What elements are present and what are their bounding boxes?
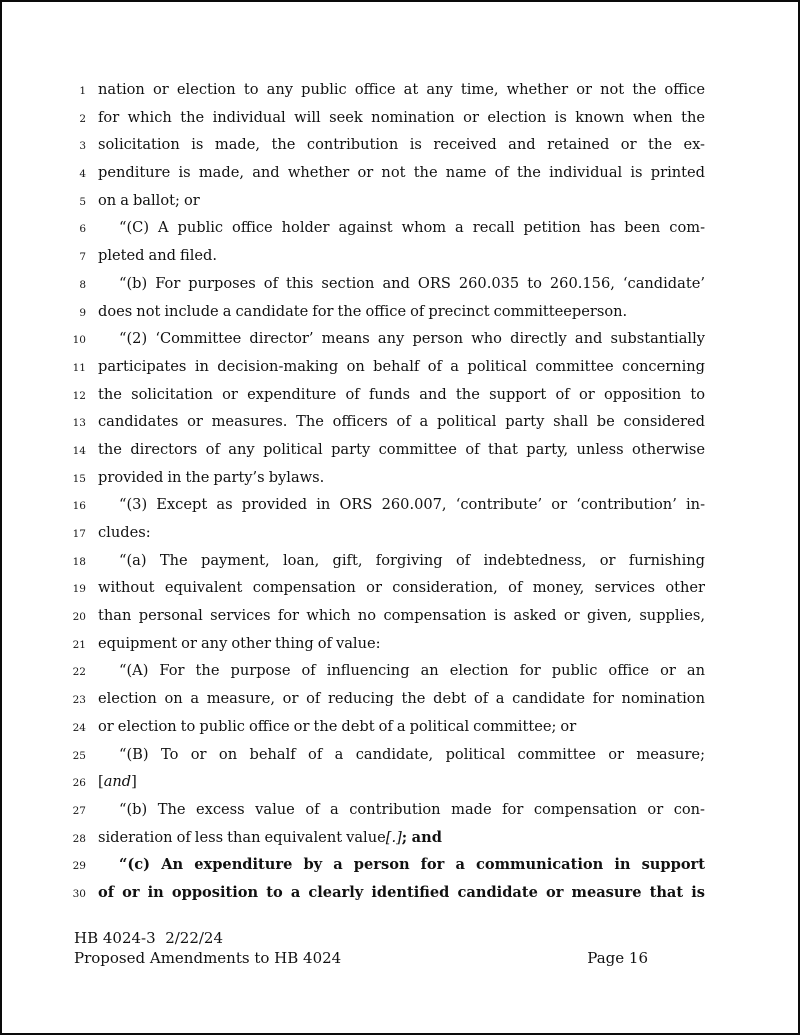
- line-text: [98, 824, 705, 852]
- document-line: [62, 325, 705, 353]
- line-text-segment: equipment or any other thing of value:: [98, 634, 381, 652]
- line-number: 17: [72, 528, 86, 540]
- document-line: [62, 159, 705, 187]
- line-text-segment: solicitation is made, the contribution is received and retained or the ex-: [98, 136, 705, 154]
- line-text: [98, 298, 705, 326]
- line-text-segment: “(c) An expenditure by a person for a communication in support: [119, 856, 705, 874]
- line-text-segment: of or in opposition to a clearly identified candidate or measure that is: [98, 883, 705, 901]
- line-text-segment: on a ballot; or: [98, 191, 200, 209]
- line-number: 23: [72, 694, 86, 707]
- line-text-segment: “(A) For the purpose of influencing an election for public office or an: [119, 662, 705, 680]
- footer-second-line: [74, 948, 648, 968]
- line-text: [98, 547, 705, 575]
- document-line: [62, 796, 705, 824]
- line-text: [98, 325, 705, 353]
- document-body: [62, 76, 705, 907]
- line-text-segment: and: [103, 773, 132, 791]
- line-number: 25: [72, 749, 86, 762]
- line-text-segment: “(3) Except as provided in ORS 260.007, ‘contribute’ or ‘contribution’ in-: [119, 496, 705, 514]
- document-line: [62, 602, 705, 630]
- line-number: 5: [79, 195, 86, 208]
- line-text: [98, 851, 705, 879]
- line-number: 12: [72, 389, 86, 402]
- line-text-segment: the solicitation or expenditure of funds and the support of or opposition to: [98, 385, 705, 403]
- line-text: [98, 214, 705, 242]
- line-number: 27: [72, 804, 86, 817]
- line-text-segment: for which the individual will seek nomination or election is known when the: [98, 108, 705, 126]
- page-number: Page 16: [587, 949, 648, 967]
- document-line: [62, 824, 705, 852]
- document-line: [62, 408, 705, 436]
- document-line: [62, 574, 705, 602]
- amendments-title: Proposed Amendments to HB 4024: [74, 949, 342, 967]
- line-number: 14: [72, 444, 86, 457]
- line-text: [98, 76, 705, 104]
- line-text-segment: [.]: [385, 828, 402, 846]
- line-text-segment: does not include a candidate for the office of precinct committeeperson.: [98, 302, 628, 320]
- line-text: [98, 131, 705, 159]
- line-number: 7: [79, 251, 86, 264]
- line-text-segment: or election to public office or the debt of a political committee; or: [98, 717, 577, 735]
- line-text: [98, 630, 705, 658]
- document-line: [62, 214, 705, 242]
- line-text: [98, 768, 705, 796]
- line-text: [98, 602, 705, 630]
- line-text: [98, 242, 705, 270]
- line-text: [98, 464, 705, 492]
- line-number: 26: [72, 777, 86, 790]
- line-text: [98, 353, 705, 381]
- line-number: 10: [72, 334, 86, 347]
- line-number: 24: [72, 721, 86, 734]
- line-number: 20: [72, 611, 86, 624]
- line-text: [98, 713, 705, 741]
- line-number: 3: [79, 140, 86, 153]
- document-line: [62, 298, 705, 326]
- line-text-segment: pleted and filed.: [98, 247, 218, 265]
- document-line: [62, 713, 705, 741]
- document-line: [62, 436, 705, 464]
- bill-version-label: HB 4024-3 2/22/24: [74, 929, 224, 947]
- line-text-segment: “(2) ‘Committee director’ means any person who directly and substantially: [119, 330, 705, 348]
- document-line: [62, 353, 705, 381]
- document-line: [62, 76, 705, 104]
- line-number: 28: [72, 832, 86, 845]
- document-line: [62, 491, 705, 519]
- line-number: 9: [79, 306, 86, 319]
- line-number: 6: [79, 223, 86, 236]
- line-text-segment: “(b) The excess value of a contribution made for compensation or con-: [119, 800, 705, 818]
- line-text: [98, 104, 705, 132]
- line-number: 13: [72, 417, 86, 430]
- document-line: [62, 381, 705, 409]
- document-line: [62, 685, 705, 713]
- line-text: [98, 741, 705, 769]
- document-line: [62, 464, 705, 492]
- document-line: [62, 270, 705, 298]
- line-text-segment: candidates or measures. The officers of a political party shall be considered: [98, 413, 705, 431]
- line-text-segment: cludes:: [98, 524, 151, 541]
- document-line: [62, 519, 705, 547]
- document-line: [62, 657, 705, 685]
- line-number: 19: [72, 583, 86, 596]
- line-text-segment: election on a measure, or of reducing the debt of a candidate for nomination: [98, 690, 705, 708]
- line-text: [98, 519, 705, 547]
- line-text: [98, 436, 705, 464]
- line-text: [98, 381, 705, 409]
- line-number: 21: [72, 638, 86, 651]
- line-text: [98, 685, 705, 713]
- line-text-segment: provided in the party’s bylaws.: [98, 468, 325, 486]
- document-line: [62, 851, 705, 879]
- document-line: [62, 104, 705, 132]
- document-line: [62, 131, 705, 159]
- line-text-segment: ; and: [401, 828, 442, 846]
- line-number: 16: [72, 500, 86, 513]
- line-text-segment: [: [98, 773, 104, 791]
- line-number: 18: [72, 555, 86, 568]
- line-text: [98, 408, 705, 436]
- line-number: 1: [79, 85, 86, 97]
- line-text-segment: participates in decision-making on behalf of a political committee concerning: [98, 357, 705, 375]
- line-text-segment: without equivalent compensation or consideration, of money, services other: [98, 579, 705, 597]
- line-text: [98, 657, 705, 685]
- line-text-segment: “(b) For purposes of this section and ORS 260.035 to 260.156, ‘candidate’: [119, 274, 705, 292]
- line-number: 11: [72, 361, 86, 374]
- line-text-segment: the directors of any political party committee of that party, unless otherwise: [98, 440, 705, 458]
- line-number: 29: [72, 860, 86, 873]
- line-number: 8: [79, 278, 86, 291]
- line-number: 2: [79, 112, 86, 125]
- line-text: [98, 159, 705, 187]
- line-text-segment: sideration of less than equivalent value: [98, 828, 386, 846]
- line-text-segment: penditure is made, and whether or not the name of the individual is printed: [98, 164, 705, 182]
- document-line: [62, 768, 705, 796]
- document-line: [62, 547, 705, 575]
- line-number: 30: [72, 887, 86, 900]
- line-text-segment: nation or election to any public office at any time, whether or not the office: [98, 81, 705, 98]
- line-number: 22: [72, 666, 86, 679]
- document-line: [62, 242, 705, 270]
- line-text: [98, 187, 705, 215]
- document-line: [62, 630, 705, 658]
- page-footer: [74, 928, 648, 968]
- line-text-segment: ]: [131, 773, 137, 791]
- line-text-segment: “(a) The payment, loan, gift, forgiving of indebtedness, or furnishing: [119, 551, 705, 569]
- line-text-segment: “(C) A public office holder against whom a recall petition has been com-: [119, 219, 705, 237]
- document-line: [62, 741, 705, 769]
- document-line: [62, 187, 705, 215]
- line-number: 15: [72, 472, 86, 485]
- line-text-segment: “(B) To or on behalf of a candidate, political committee or measure;: [119, 745, 705, 763]
- line-text: [98, 879, 705, 907]
- line-text: [98, 796, 705, 824]
- line-text: [98, 270, 705, 298]
- line-number: 4: [79, 168, 86, 181]
- document-line: [62, 879, 705, 907]
- line-text: [98, 491, 705, 519]
- line-text: [98, 574, 705, 602]
- line-text-segment: than personal services for which no compensation is asked or given, supplies,: [98, 607, 705, 625]
